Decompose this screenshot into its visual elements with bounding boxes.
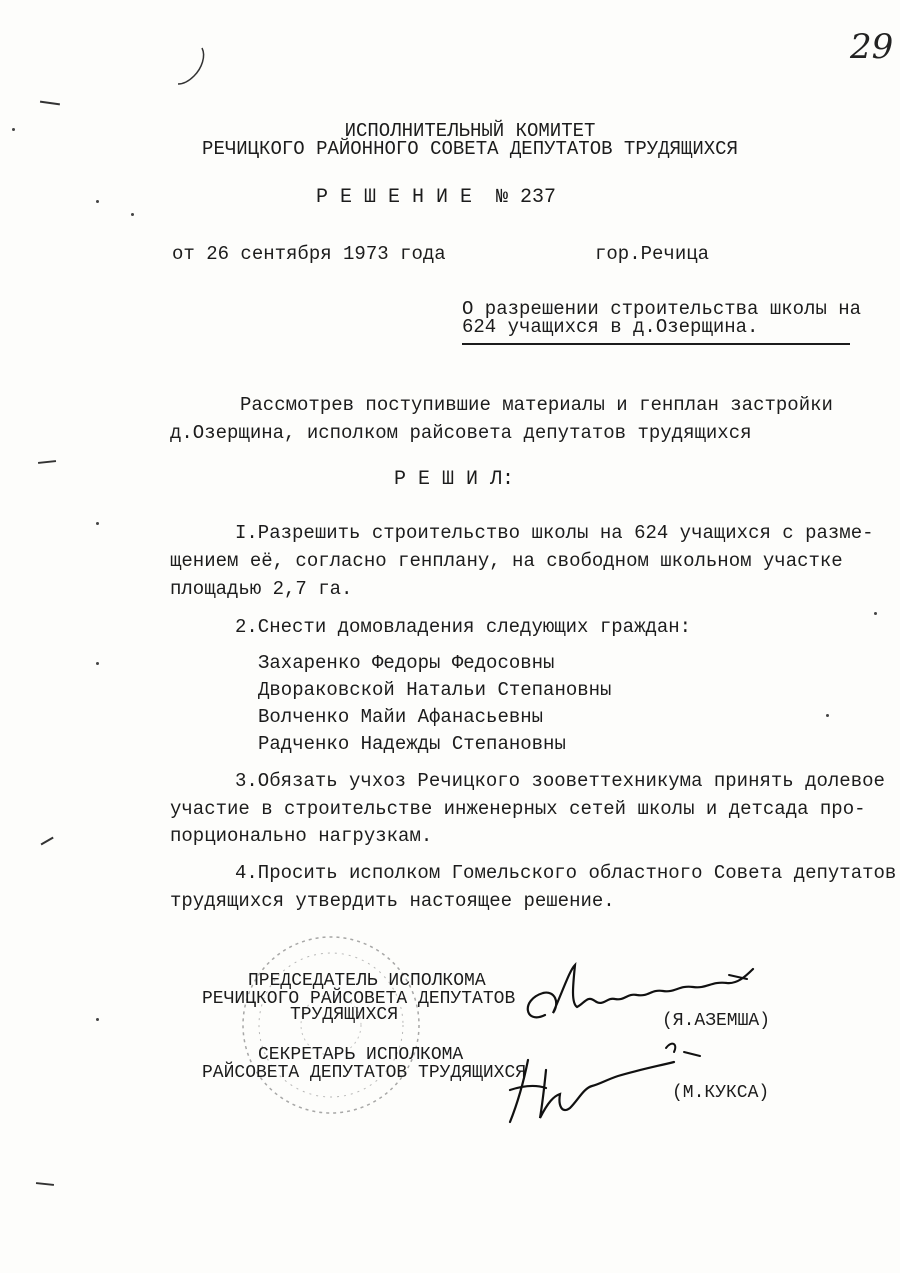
item4-line2: трудящихся утвердить настоящее решение. bbox=[170, 890, 615, 912]
decision-city: гор.Речица bbox=[595, 243, 710, 265]
subject-line2: 624 учащихся в д.Озерщина. bbox=[462, 316, 759, 338]
committee-header-line2: РЕЧИЦКОГО РАЙОННОГО СОВЕТА ДЕПУТАТОВ ТРУДЯЩИХСЯ bbox=[202, 138, 738, 160]
page-number: 29 bbox=[850, 27, 894, 67]
chairman-title-line2: РЕЧИЦКОГО РАЙСОВЕТА ДЕПУТАТОВ bbox=[202, 989, 516, 1009]
citizen-name: Радченко Надежды Степановны bbox=[258, 733, 566, 755]
chairman-title-line3: ТРУДЯЩИХСЯ bbox=[290, 1005, 399, 1025]
margin-mark bbox=[38, 460, 56, 463]
item3-line2: участие в строительстве инженерных сетей школы и детсада про- bbox=[170, 798, 866, 820]
margin-dot bbox=[874, 612, 877, 615]
committee-header-line1: ИСПОЛНИТЕЛЬНЫЙ КОМИТЕТ bbox=[344, 120, 596, 142]
margin-dot bbox=[96, 662, 99, 665]
citizen-name: Волченко Майи Афанасьевны bbox=[258, 706, 544, 728]
official-seal bbox=[236, 930, 426, 1120]
secretary-title-line2: РАЙСОВЕТА ДЕПУТАТОВ ТРУДЯЩИХСЯ bbox=[202, 1063, 527, 1083]
decision-date: от 26 сентября 1973 года bbox=[172, 243, 446, 265]
margin-mark bbox=[41, 837, 54, 845]
citizen-name: Захаренко Федоры Федосовны bbox=[258, 652, 555, 674]
item3-line3: порционально нагрузкам. bbox=[170, 825, 433, 847]
item1-line1: I.Разрешить строительство школы на 624 учащихся с разме- bbox=[235, 522, 874, 544]
item4-line1: 4.Просить исполком Гомельского областного Совета депутатов bbox=[235, 862, 897, 884]
chairman-title-line1: ПРЕДСЕДАТЕЛЬ ИСПОЛКОМА bbox=[248, 971, 486, 991]
chairman-name: (Я.АЗЕМША) bbox=[662, 1011, 771, 1031]
item1-line2: щением её, согласно генплану, на свободном школьном участке bbox=[170, 550, 843, 572]
citizen-name: Двораковской Натальи Степановны bbox=[258, 679, 612, 701]
pencil-mark bbox=[176, 44, 216, 90]
subject-underline bbox=[462, 343, 850, 345]
preamble-line1: Рассмотрев поступившие материалы и генплан застройки bbox=[240, 394, 833, 416]
secretary-signature bbox=[488, 1030, 718, 1130]
decision-title: Р Е Ш Е Н И Е № 237 bbox=[316, 186, 557, 209]
item2-line1: 2.Снести домовладения следующих граждан: bbox=[235, 616, 692, 638]
margin-dot bbox=[12, 128, 15, 131]
margin-dot bbox=[96, 522, 99, 525]
item3-line1: 3.Обязать учхоз Речицкого зооветтехникума принять долевое bbox=[235, 770, 885, 792]
item1-line3: площадью 2,7 га. bbox=[170, 578, 353, 600]
secretary-title-line1: СЕКРЕТАРЬ ИСПОЛКОМА bbox=[258, 1045, 464, 1065]
secretary-name: (М.КУКСА) bbox=[672, 1083, 770, 1103]
margin-dot bbox=[96, 200, 99, 203]
preamble-line2: д.Озерщина, исполком райсовета депутатов трудящихся bbox=[170, 422, 752, 444]
margin-mark bbox=[40, 101, 60, 105]
subject-line1: О разрешении строительства школы на bbox=[462, 298, 862, 320]
resolved-heading: Р Е Ш И Л: bbox=[394, 468, 515, 491]
margin-dot bbox=[96, 1018, 99, 1021]
margin-mark bbox=[36, 1182, 54, 1185]
margin-dot bbox=[131, 213, 134, 216]
margin-dot bbox=[826, 714, 829, 717]
